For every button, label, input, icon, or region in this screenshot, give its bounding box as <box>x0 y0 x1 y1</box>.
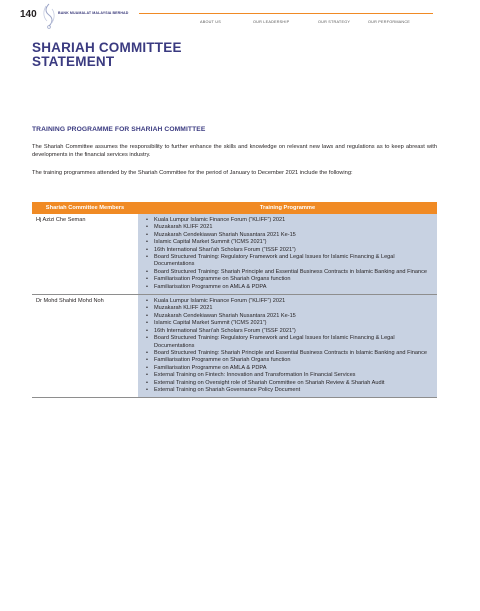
programme-cell <box>138 214 437 295</box>
list-item: • Islamic Capital Market Summit (“ICMS 2021”) <box>146 239 433 246</box>
list-item: • Board Structured Training: Shariah Principle and Essential Business Contracts in Islamic Banking and Finance <box>146 350 433 357</box>
period-paragraph: The training programmes attended by the Shariah Committee for the period of January to December 2021 include the following: <box>32 170 353 176</box>
list-item: • 16th International Shari’ah Scholars Forum (“ISSF 2021”) <box>146 328 433 335</box>
list-item: • Board Structured Training: Regulatory Framework and Legal Issues for Islamic Financing & Legal Documentations <box>146 254 433 269</box>
section-heading: TRAINING PROGRAMME FOR SHARIAH COMMITTEE <box>32 126 206 133</box>
list-item: • Familiarisation Programme on Shariah Organs function <box>146 357 433 364</box>
member-name: Dr Mohd Shahid Mohd Noh <box>32 295 138 398</box>
list-item: • Islamic Capital Market Summit (“ICMS 2021”) <box>146 320 433 327</box>
page-title-line2: STATEMENT <box>32 54 115 69</box>
page-title <box>32 41 182 69</box>
list-item: • Kuala Lumpur Islamic Finance Forum (“KLIFF”) 2021 <box>146 217 433 224</box>
nav-our-strategy[interactable]: OUR STRATEGY <box>318 20 351 24</box>
header-members: Shariah Committee Members <box>32 202 138 214</box>
programme-list <box>146 298 433 394</box>
nav-our-performance[interactable]: OUR PERFORMANCE <box>368 20 411 24</box>
training-table <box>32 202 437 398</box>
member-name: Hj Azizi Che Seman <box>32 214 138 295</box>
list-item: • External Training on Oversight role of Shariah Committee on Shariah Review & Shariah Audit <box>146 380 433 387</box>
table-row <box>32 214 437 295</box>
list-item: • Kuala Lumpur Islamic Finance Forum (“KLIFF”) 2021 <box>146 298 433 305</box>
list-item: • Muzakarah KLIFF 2021 <box>146 224 433 231</box>
list-item: • Familiarisation Programme on AMLA & PDPA <box>146 365 433 372</box>
list-item: • Muzakarah Cendekiawan Shariah Nusantara 2021 Ke-15 <box>146 313 433 320</box>
list-item: • Familiarisation Programme on Shariah Organs function <box>146 276 433 283</box>
list-item: • External Training on Fintech: Innovation and Transformation In Financial Services <box>146 372 433 379</box>
muamalat-logo-icon <box>41 3 57 29</box>
page-number: 140 <box>20 9 37 20</box>
list-item: • External Training on Shariah Governance Policy Document <box>146 387 433 394</box>
header-rule <box>139 13 433 14</box>
list-item: • Muzakarah KLIFF 2021 <box>146 305 433 312</box>
intro-paragraph: The Shariah Committee assumes the responsibility to further enhance the skills and knowledge on relevant new laws and regulations as to keep abreast with developments in the financial services industry. <box>32 144 437 158</box>
nav-our-leadership[interactable]: OUR LEADERSHIP <box>253 20 290 24</box>
list-item: • Muzakarah Cendekiawan Shariah Nusantara 2021 Ke-15 <box>146 232 433 239</box>
table-row <box>32 295 437 398</box>
programme-cell <box>138 295 437 398</box>
list-item: • Board Structured Training: Shariah Principle and Essential Business Contracts in Islamic Banking and Finance <box>146 269 433 276</box>
table-header-row <box>32 202 437 214</box>
bank-name: BANK MUAMALAT MALAYSIA BERHAD <box>58 11 129 15</box>
page-title-line1: SHARIAH COMMITTEE <box>32 40 182 55</box>
page-header <box>0 0 480 32</box>
list-item: • Familiarisation Programme on AMLA & PDPA <box>146 284 433 291</box>
header-training-programme: Training Programme <box>138 202 437 214</box>
list-item: • Board Structured Training: Regulatory Framework and Legal Issues for Islamic Financing & Legal Documentations <box>146 335 433 350</box>
programme-list <box>146 217 433 291</box>
list-item: • 16th International Shari’ah Scholars Forum (“ISSF 2021”) <box>146 247 433 254</box>
nav-about-us[interactable]: ABOUT US <box>200 20 221 24</box>
